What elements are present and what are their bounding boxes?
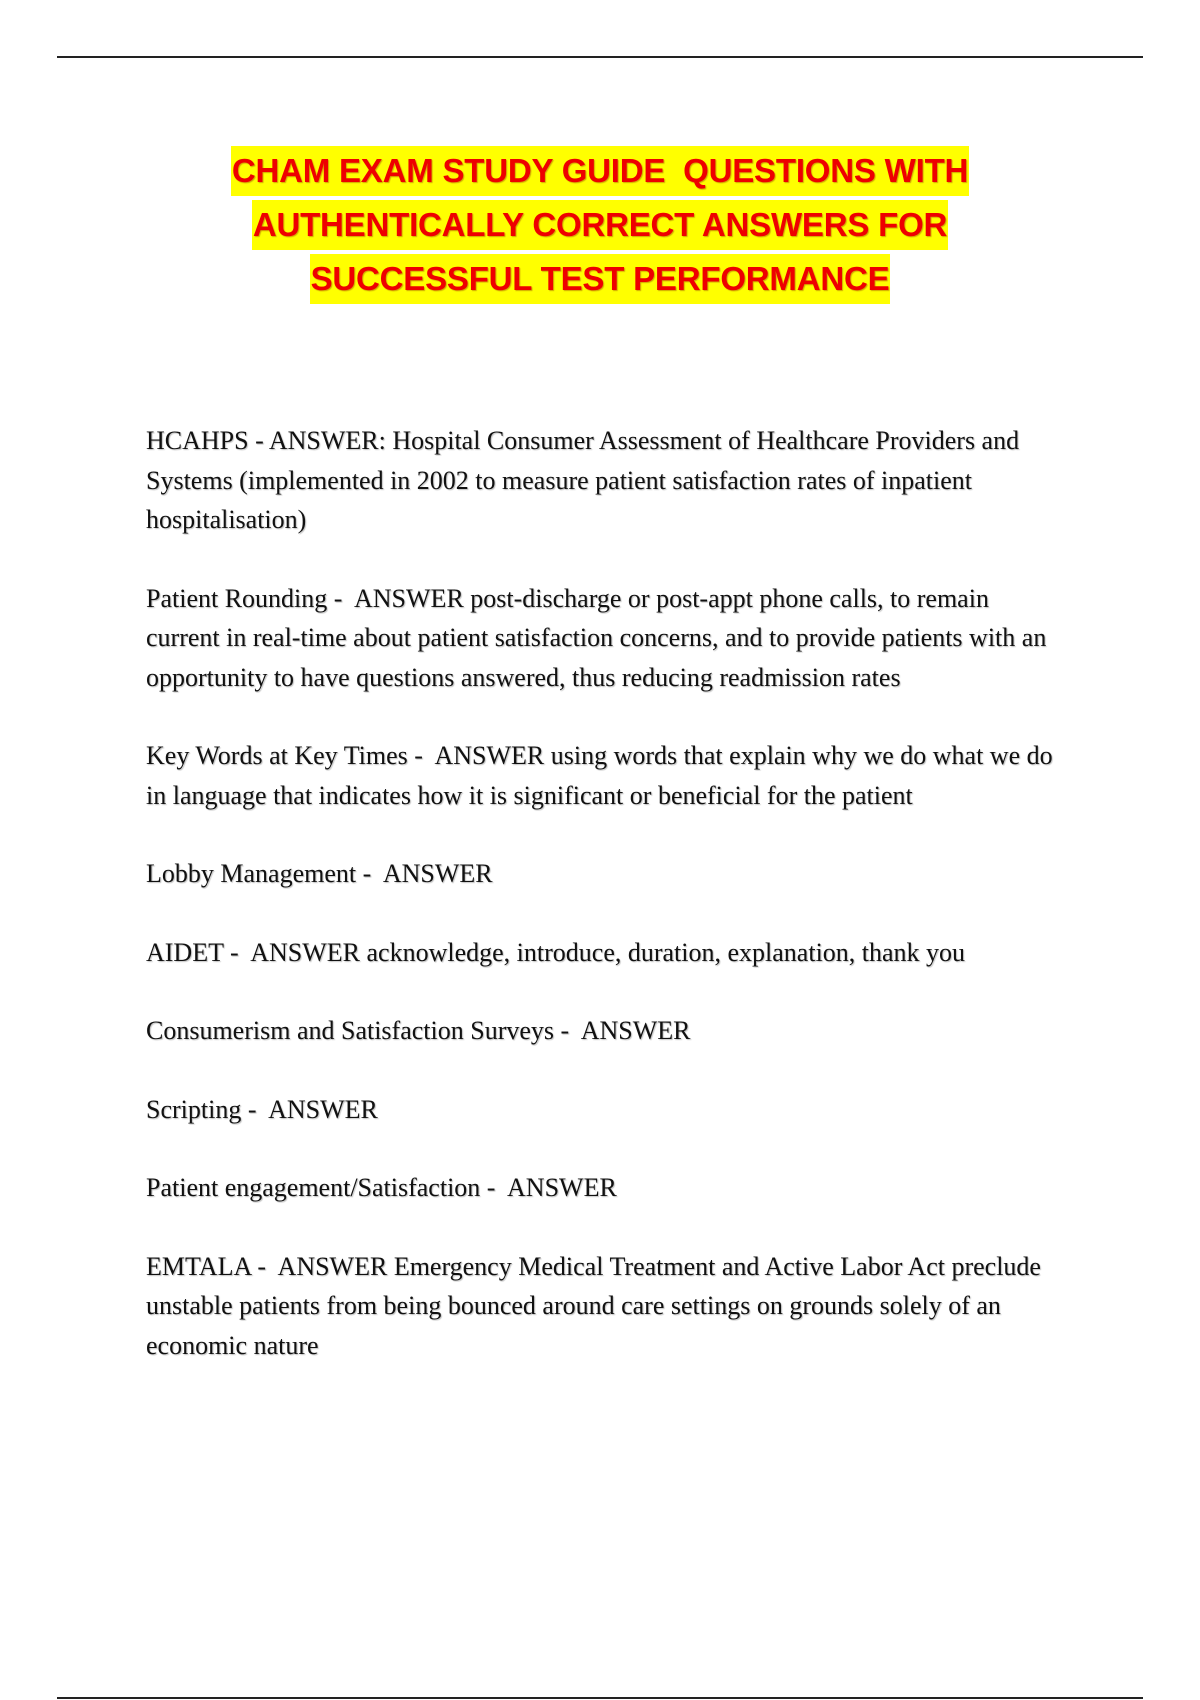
entry-answer: Hospital Consumer Assessment of Healthcare Providers and Systems (implemented in 2002 to measure patient satisfaction rates of inpatient hospitalisation): [146, 426, 1026, 534]
qa-entry-emtala: [146, 1247, 1066, 1366]
qa-entry-hcahps: [146, 421, 1066, 540]
entry-answer: acknowledge, introduce, duration, explanation, thank you: [366, 937, 966, 967]
entry-separator: - ANSWER: [356, 859, 493, 888]
qa-entry-lobby-management: [146, 854, 1066, 894]
title-line-2: AUTHENTICALLY CORRECT ANSWERS FOR: [252, 200, 948, 250]
entry-answer: post-discharge or post-appt phone calls, to remain current in real-time about patient satisfaction concerns, and to provide patients with an opportunity to have questions answered, thus reducing readmission rates: [146, 583, 1053, 692]
title-line-3: SUCCESSFUL TEST PERFORMANCE: [310, 254, 891, 304]
qa-entry-key-words: [146, 736, 1066, 815]
document-title: [0, 146, 1200, 304]
entry-separator: - ANSWER: [407, 741, 551, 770]
entry-separator: - ANSWER: [241, 1094, 378, 1124]
entry-term: EMTALA: [146, 1251, 251, 1281]
entry-separator: - ANSWER: [250, 1251, 394, 1281]
entry-separator: - ANSWER:: [248, 426, 393, 455]
entry-term: Lobby Management: [146, 859, 357, 888]
qa-entry-patient-engagement: [146, 1168, 1066, 1208]
entry-answer: Emergency Medical Treatment and Active Labor Act preclude unstable patients from being bounced around care settings on grounds solely of an economic nature: [146, 1251, 1048, 1360]
header-rule: [57, 56, 1143, 58]
qa-entry-consumerism: [146, 1011, 1066, 1051]
qa-entry-scripting: [146, 1090, 1066, 1130]
entry-answer: using words that explain why we do what we do in language that indicates how it is significant or beneficial for the patient: [146, 741, 1060, 810]
title-line-1: CHAM EXAM STUDY GUIDE QUESTIONS WITH: [231, 146, 969, 196]
entry-term: AIDET: [146, 937, 224, 967]
entry-term: Scripting: [146, 1094, 242, 1124]
qa-list: [146, 421, 1066, 1404]
entry-separator: - ANSWER: [223, 937, 367, 967]
qa-entry-aidet: [146, 933, 1066, 973]
entry-term: Key Words at Key Times: [146, 741, 408, 770]
entry-separator: - ANSWER: [554, 1016, 691, 1045]
entry-separator: - ANSWER: [480, 1173, 617, 1202]
footer-rule: [57, 1697, 1143, 1699]
entry-term: Consumerism and Satisfaction Surveys: [146, 1016, 555, 1045]
entry-term: Patient engagement/Satisfaction: [146, 1173, 481, 1202]
qa-entry-patient-rounding: [146, 579, 1066, 698]
entry-term: Patient Rounding: [146, 583, 328, 613]
entry-separator: - ANSWER: [327, 583, 471, 613]
entry-term: HCAHPS: [146, 426, 249, 455]
